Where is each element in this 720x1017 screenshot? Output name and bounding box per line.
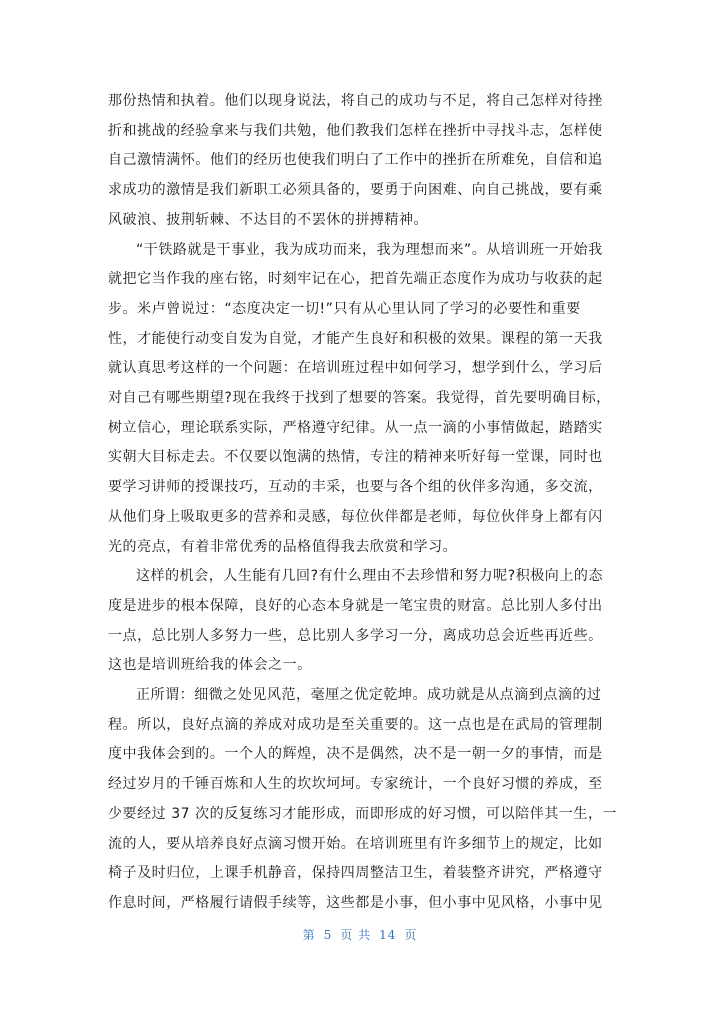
text-line: 经过岁月的千锤百炼和人生的坎坎坷坷。专家统计，一个良好习惯的养成，至 bbox=[108, 776, 603, 793]
text-line: 一点，总比别人多努力一些，总比别人多学习一分，离成功总会近些再近些。 bbox=[108, 627, 603, 644]
text-line: 那份热情和执着。他们以现身说法，将自己的成功与不足，将自己怎样对待挫 bbox=[108, 93, 603, 109]
text-line: 树立信心，理论联系实际，严格遵守纪律。从一点一滴的小事情做起，踏踏实 bbox=[108, 419, 603, 436]
text-line: 少要经过 37 次的反复练习才能形成，而即形成的好习惯，可以陪伴其一生，一 bbox=[108, 805, 618, 822]
text-line: 就把它当作我的座右铭，时刻牢记在心，把首先端正态度作为成功与收获的起 bbox=[108, 271, 603, 288]
text-line: 从他们身上吸取更多的营养和灵感，每位伙伴都是老师，每位伙伴身上都有闪 bbox=[108, 508, 603, 525]
paragraph bbox=[108, 681, 624, 919]
text-line: 实朝大目标走去。不仅要以饱满的热情，专注的精神来听好每一堂课，同时也 bbox=[108, 449, 603, 466]
text-line: 度中我体会到的。一个人的辉煌，决不是偶然，决不是一朝一夕的事情，而是 bbox=[108, 746, 603, 763]
footer-middle: 页 共 bbox=[340, 928, 372, 942]
text-line: 光的亮点，有着非常优秀的品格值得我去欣赏和学习。 bbox=[108, 538, 458, 555]
text-line: 折和挑战的经验拿来与我们共勉，他们教我们怎样在挫折中寻找斗志，怎样使 bbox=[108, 122, 603, 139]
total-page-count: 14 bbox=[379, 928, 397, 942]
text-line: 风破浪、披荆斩棘、不达目的不罢休的拼搏精神。 bbox=[108, 211, 429, 228]
text-line: 度是进步的根本保障，良好的心态本身就是一笔宝贵的财富。总比别人多付出 bbox=[108, 597, 603, 614]
text-line: 就认真思考这样的一个问题：在培训班过程中如何学习，想学到什么，学习后 bbox=[108, 360, 603, 377]
text-line: 对自己有哪些期望?现在我终于找到了想要的答案。我觉得，首先要明确目标， bbox=[108, 390, 611, 407]
text-line: 这也是培训班给我的体会之一。 bbox=[108, 657, 312, 674]
current-page-number: 5 bbox=[323, 928, 333, 942]
page-footer bbox=[0, 926, 720, 943]
text-line: 性，才能使行动变自发为自觉，才能产生良好和积极的效果。课程的第一天我 bbox=[108, 330, 603, 347]
document-body bbox=[108, 87, 624, 919]
paragraph bbox=[108, 87, 624, 236]
footer-prefix: 第 bbox=[302, 928, 316, 942]
text-line: 程。所以，良好点滴的养成对成功是至关重要的。这一点也是在武局的管理制 bbox=[108, 716, 603, 733]
text-line: 椅子及时归位，上课手机静音，保持四周整洁卫生，着装整齐讲究，严格遵守 bbox=[108, 865, 603, 882]
text-line: 作息时间，严格履行请假手续等，这些都是小事，但小事中见风格，小事中见 bbox=[108, 894, 603, 911]
text-line: 这样的机会，人生能有几回?有什么理由不去珍惜和努力呢?积极向上的态 bbox=[136, 568, 604, 585]
text-line: 流的人，要从培养良好点滴习惯开始。在培训班里有许多细节上的规定，比如 bbox=[108, 835, 603, 852]
text-line: 自己激情满怀。他们的经历也使我们明白了工作中的挫折在所难免，自信和追 bbox=[108, 152, 603, 169]
text-line: 步。米卢曾说过：“态度决定一切!”只有从心里认同了学习的必要性和重要 bbox=[108, 300, 581, 317]
text-line: 求成功的激情是我们新职工必须具备的，要勇于向困难、向自己挑战，要有乘 bbox=[108, 182, 603, 199]
text-line: 正所谓：细微之处见风范，毫厘之优定乾坤。成功就是从点滴到点滴的过 bbox=[136, 687, 602, 704]
text-line: 要学习讲师的授课技巧，互动的丰采，也要与各个组的伙伴多沟通，多交流， bbox=[108, 479, 603, 496]
text-line: “干铁路就是干事业，我为成功而来，我为理想而来”。从培训班一开始我 bbox=[136, 241, 603, 258]
paragraph bbox=[108, 236, 624, 563]
footer-suffix: 页 bbox=[404, 928, 418, 942]
paragraph bbox=[108, 562, 624, 681]
